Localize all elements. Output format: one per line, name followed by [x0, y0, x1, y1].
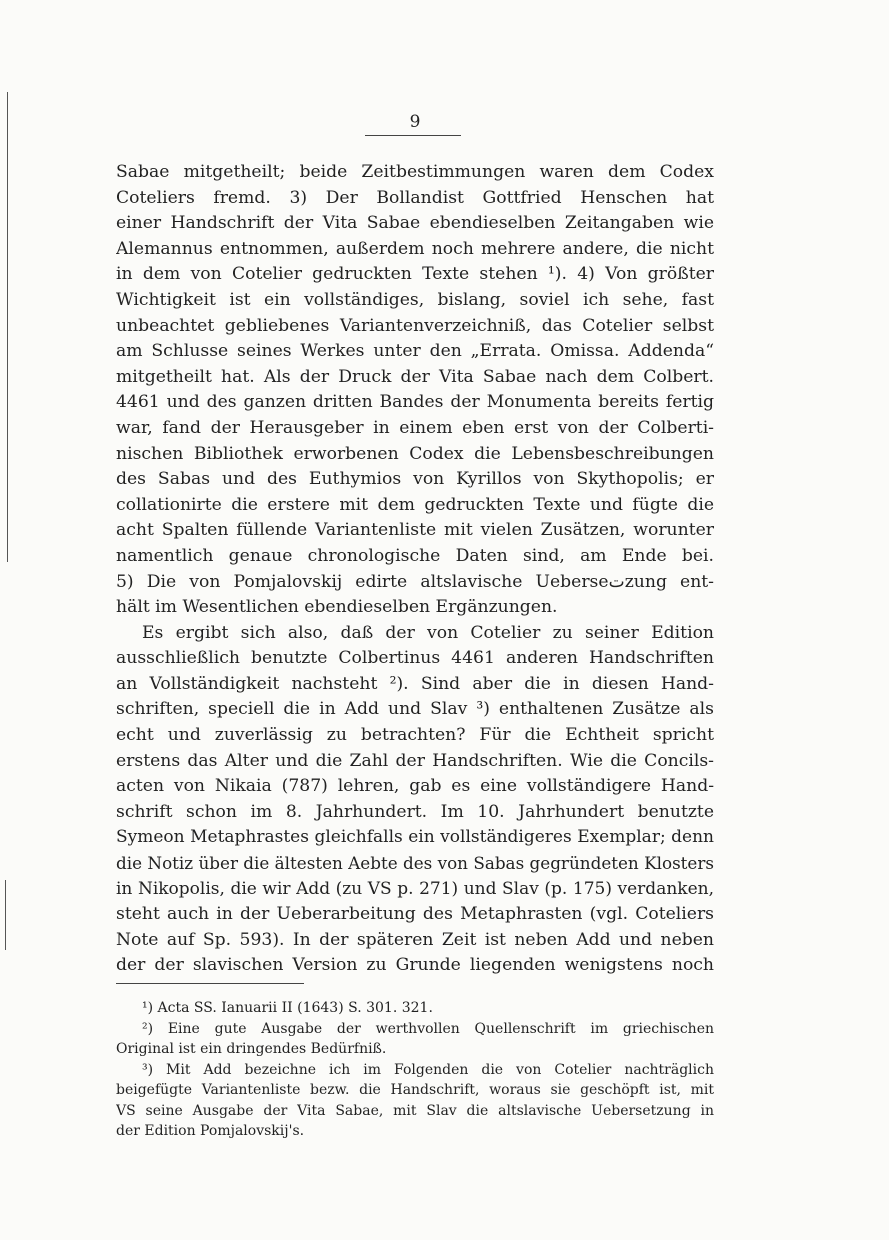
- text-line: 4461 und des ganzen dritten Bandes der Monumenta bereits fertig: [116, 392, 714, 413]
- text-line: collationirte die erstere mit dem gedruckten Texte und fügte die: [116, 494, 714, 515]
- page-number: 9: [409, 112, 421, 132]
- text-line: ausschließlich benutzte Colbertinus 4461 anderen Handschriften: [116, 648, 714, 669]
- text-line: am Schlusse seines Werkes unter den „Errata. Omissa. Addenda“: [116, 341, 714, 362]
- text-line: schrift schon im 8. Jahrhundert. Im 10. Jahrhundert benutzte: [116, 801, 714, 822]
- text-line: des Sabas und des Euthymios von Kyrillos von Skythopolis; er: [116, 469, 714, 490]
- scan-edge-mark: [5, 880, 6, 950]
- text-line: Es ergibt sich also, daß der von Cotelier zu seiner Edition: [142, 622, 714, 643]
- text-line: acten von Nikaia (787) lehren, gab es eine vollständigere Hand-: [116, 776, 714, 797]
- text-line: 5) Die von Pomjalovskij edirte altslavische Ueberseتzung ent-: [116, 571, 714, 592]
- text-line: echt und zuverlässig zu betrachten? Für die Echtheit spricht: [116, 725, 714, 746]
- footnote-2-cont: Original ist ein dringendes Bedürfniß.: [116, 1041, 387, 1057]
- text-line: erstens das Alter und die Zahl der Handschriften. Wie die Concils-: [116, 750, 714, 771]
- text-line: der der slavischen Version zu Grunde liegenden wenigstens noch: [116, 955, 714, 976]
- footnote-1: ¹) Acta SS. Ianuarii II (1643) S. 301. 321.: [142, 1000, 433, 1016]
- text-line: einer Handschrift der Vita Sabae ebendieselben Zeitangaben wie: [116, 213, 714, 234]
- footnote-3-cont: VS seine Ausgabe der Vita Sabae, mit Slav die altslavische Uebersetzung in: [116, 1102, 714, 1119]
- text-line: Symeon Metaphrastes gleichfalls ein vollständigeres Exemplar; denn: [116, 827, 714, 848]
- text-line: war, fand der Herausgeber in einem eben erst von der Colberti-: [116, 417, 714, 438]
- footnote-rule: [116, 983, 304, 984]
- text-line: Coteliers fremd. 3) Der Bollandist Gottfried Henschen hat: [116, 187, 714, 208]
- text-line: hält im Wesentlichen ebendieselben Ergänzungen.: [116, 597, 558, 618]
- text-line: Wichtigkeit ist ein vollständiges, bislang, soviel ich sehe, fast: [116, 289, 714, 310]
- footnote-3: ³) Mit Add bezeichne ich im Folgenden die von Cotelier nachträglich: [142, 1061, 714, 1078]
- text-line: acht Spalten füllende Variantenliste mit vielen Zusätzen, worunter: [116, 520, 714, 541]
- scan-edge-mark: [7, 92, 8, 562]
- body-text: [116, 160, 714, 979]
- text-line: schriften, speciell die in Add und Slav ³) enthaltenen Zusätze als: [116, 699, 714, 720]
- footnote-2: ²) Eine gute Ausgabe der werthvollen Quellenschrift im griechischen: [142, 1020, 714, 1037]
- text-line: unbeachtet gebliebenes Variantenverzeichniß, das Cotelier selbst: [116, 315, 714, 336]
- footnotes: [116, 998, 714, 1142]
- text-line: in dem von Cotelier gedruckten Texte stehen ¹). 4) Von größter: [116, 264, 714, 285]
- text-line: in Nikopolis, die wir Add (zu VS p. 271) und Slav (p. 175) verdanken,: [116, 878, 714, 899]
- text-line: Alemannus entnommen, außerdem noch mehrere andere, die nicht: [116, 238, 714, 259]
- header-rule: [365, 135, 461, 136]
- text-line: nischen Bibliothek erworbenen Codex die Lebensbeschreibungen: [116, 443, 714, 464]
- text-line: an Vollständigkeit nachsteht ²). Sind aber die in diesen Hand-: [116, 673, 714, 694]
- text-line: mitgetheilt hat. Als der Druck der Vita Sabae nach dem Colbert.: [116, 366, 714, 387]
- footnote-3-cont: beigefügte Variantenliste bezw. die Handschrift, woraus sie geschöpft ist, mit: [116, 1082, 714, 1098]
- text-line: die Notiz über die ältesten Aebte des von Sabas gegründeten Klosters: [116, 853, 714, 874]
- text-line: namentlich genaue chronologische Daten sind, am Ende bei.: [116, 545, 714, 566]
- footnote-3-cont: der Edition Pomjalovskij's.: [116, 1123, 305, 1139]
- text-line: Sabae mitgetheilt; beide Zeitbestimmungen waren dem Codex: [116, 162, 714, 182]
- text-line: Note auf Sp. 593). In der späteren Zeit ist neben Add und neben: [116, 929, 714, 950]
- text-line: steht auch in der Ueberarbeitung des Metaphrasten (vgl. Coteliers: [116, 904, 714, 925]
